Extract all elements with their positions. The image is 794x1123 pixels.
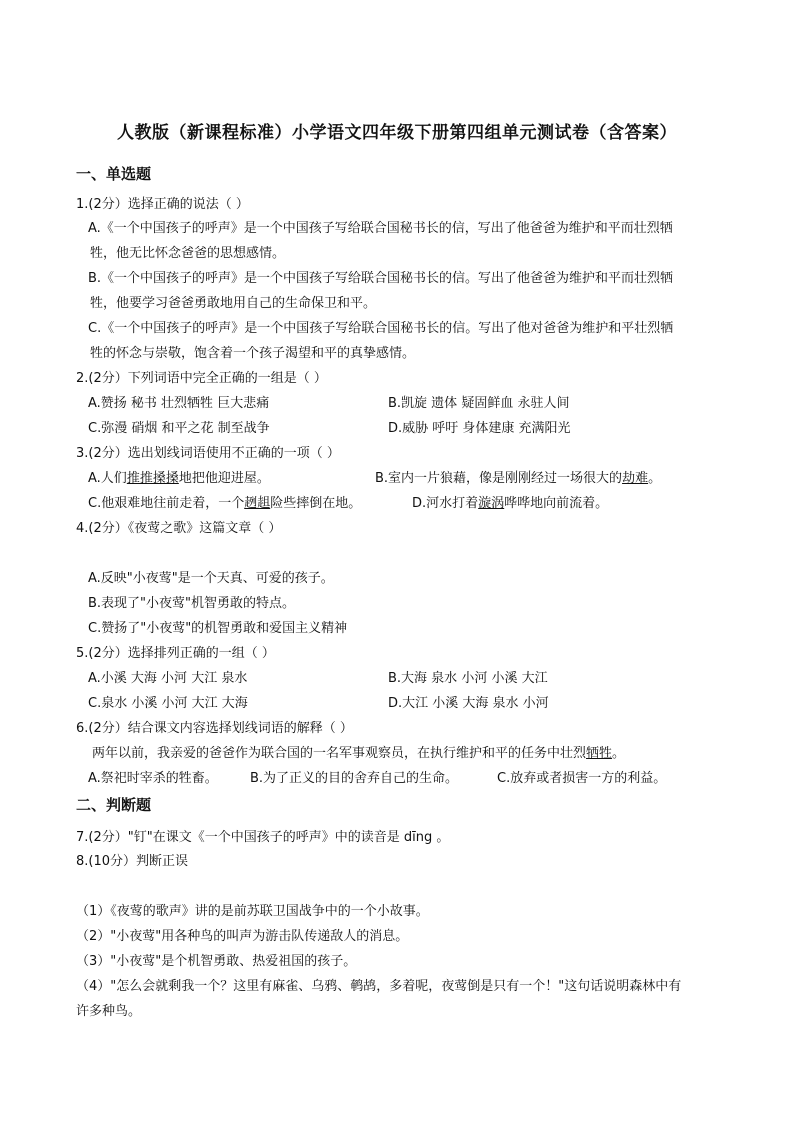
underlined-word: 趔趄 xyxy=(244,496,271,511)
context-text: 两年以前，我亲爱的爸爸作为联合国的一名军事观察员，在执行维护和平的任务中壮烈 xyxy=(92,746,587,761)
question-6-stem: 6.(2分）结合课文内容选择划线词语的解释（ ） xyxy=(76,721,353,736)
section-heading-true-false: 二、判断题 xyxy=(76,796,152,814)
question-2-stem: 2.(2分）下列词语中完全正确的一组是（ ） xyxy=(76,371,327,386)
question-2-option-a: A.赞扬 秘书 壮烈牺牲 巨大悲痛 xyxy=(88,396,270,411)
option-text: 。 xyxy=(648,471,662,486)
question-7-stem: 7.(2分）"钉"在课文《一个中国孩子的呼声》中的读音是 dīng 。 xyxy=(76,830,450,845)
underlined-word: 推推搡搡 xyxy=(126,471,179,486)
option-text: C.他艰难地往前走着，一个 xyxy=(88,496,245,511)
question-4-stem: 4.(2分）《夜莺之歌》这篇文章（ ） xyxy=(76,521,282,536)
question-3-option-c xyxy=(88,495,361,513)
option-text: D.河水打着 xyxy=(412,496,479,511)
page-title: 人教版（新课程标准）小学语文四年级下册第四组单元测试卷（含答案） xyxy=(117,123,677,143)
question-3-option-b xyxy=(375,470,661,488)
question-4-option-b: B.表现了"小夜莺"机智勇敢的特点。 xyxy=(88,596,296,611)
question-2-option-b: B.凯旋 遗体 疑固鲜血 永驻人间 xyxy=(388,396,570,411)
context-text: 。 xyxy=(612,746,626,761)
question-2-option-c: C.弥漫 硝烟 和平之花 制至战争 xyxy=(88,421,270,436)
question-1-option-a-cont: 牲，他无比怀念爸爸的思想感情。 xyxy=(90,246,286,261)
question-1-stem: 1.(2分）选择正确的说法（ ） xyxy=(76,197,249,212)
question-8-stem: 8.(10分）判断正误 xyxy=(76,854,189,869)
question-6-option-a: A.祭祀时宰杀的牲畜。 xyxy=(88,771,218,786)
question-6-option-b: B.为了正义的目的舍弃自己的生命。 xyxy=(250,771,459,786)
question-4-option-c: C.赞扬了"小夜莺"的机智勇敢和爱国主义精神 xyxy=(88,621,348,636)
question-3-option-a xyxy=(88,470,270,488)
question-8-item-2: （2）"小夜莺"用各种鸟的叫声为游击队传递敌人的消息。 xyxy=(76,929,409,944)
option-text: 哗哗地向前流着。 xyxy=(504,496,609,511)
question-3-option-d xyxy=(412,495,608,513)
question-5-option-c: C.泉水 小溪 小河 大江 大海 xyxy=(88,696,248,711)
question-1-option-c: C.《一个中国孩子的呼声》是一个中国孩子写给联合国秘书长的信。写出了他对爸爸为维护和平壮烈牺 xyxy=(88,321,674,336)
question-8-item-3: （3）"小夜莺"是个机智勇敢、热爱祖国的孩子。 xyxy=(76,954,357,969)
underlined-word: 牺牲 xyxy=(586,746,613,761)
question-8-item-4: （4）"怎么会就剩我一个？这里有麻雀、乌鸦、鹌鸪，多着呢，夜莺倒是只有一个！"这句话说明森林中有 xyxy=(76,979,682,994)
option-text: A.人们 xyxy=(88,471,127,486)
question-3-stem: 3.(2分）选出划线词语使用不正确的一项（ ） xyxy=(76,446,340,461)
question-6-context xyxy=(92,745,625,763)
question-2-option-d: D.威胁 呼吁 身体建康 充满阳光 xyxy=(388,421,571,436)
question-1-option-b-cont: 牲，他要学习爸爸勇敢地用自己的生命保卫和平。 xyxy=(90,296,377,311)
question-5-option-b: B.大海 泉水 小河 小溪 大江 xyxy=(388,671,548,686)
question-8-item-4-cont: 许多种鸟。 xyxy=(76,1004,142,1019)
question-1-option-a: A.《一个中国孩子的呼声》是一个中国孩子写给联合国秘书长的信，写出了他爸爸为维护和平而壮烈牺 xyxy=(88,221,673,236)
question-5-option-a: A.小溪 大海 小河 大江 泉水 xyxy=(88,671,248,686)
option-text: B.室内一片狼藉，像是刚刚经过一场很大的 xyxy=(375,471,623,486)
section-heading-single-choice: 一、单选题 xyxy=(76,165,152,183)
underlined-word: 漩涡 xyxy=(478,496,505,511)
question-4-option-a: A.反映"小夜莺"是一个天真、可爱的孩子。 xyxy=(88,571,334,586)
question-6-option-c: C.放弃或者损害一方的利益。 xyxy=(497,771,667,786)
underlined-word: 劫难 xyxy=(622,471,649,486)
question-5-stem: 5.(2分）选择排列正确的一组（ ） xyxy=(76,646,275,661)
question-8-item-1: （1）《夜莺的歌声》讲的是前苏联卫国战争中的一个小故事。 xyxy=(76,904,429,919)
question-5-option-d: D.大江 小溪 大海 泉水 小河 xyxy=(388,696,549,711)
option-text: 险些摔倒在地。 xyxy=(270,496,362,511)
option-text: 地把他迎进屋。 xyxy=(178,471,270,486)
question-1-option-c-cont: 牲的怀念与崇敬，饱含着一个孩子渴望和平的真挚感情。 xyxy=(90,346,416,361)
question-1-option-b: B.《一个中国孩子的呼声》是一个中国孩子写给联合国秘书长的信。写出了他爸爸为维护和平而壮烈牺 xyxy=(88,271,674,286)
